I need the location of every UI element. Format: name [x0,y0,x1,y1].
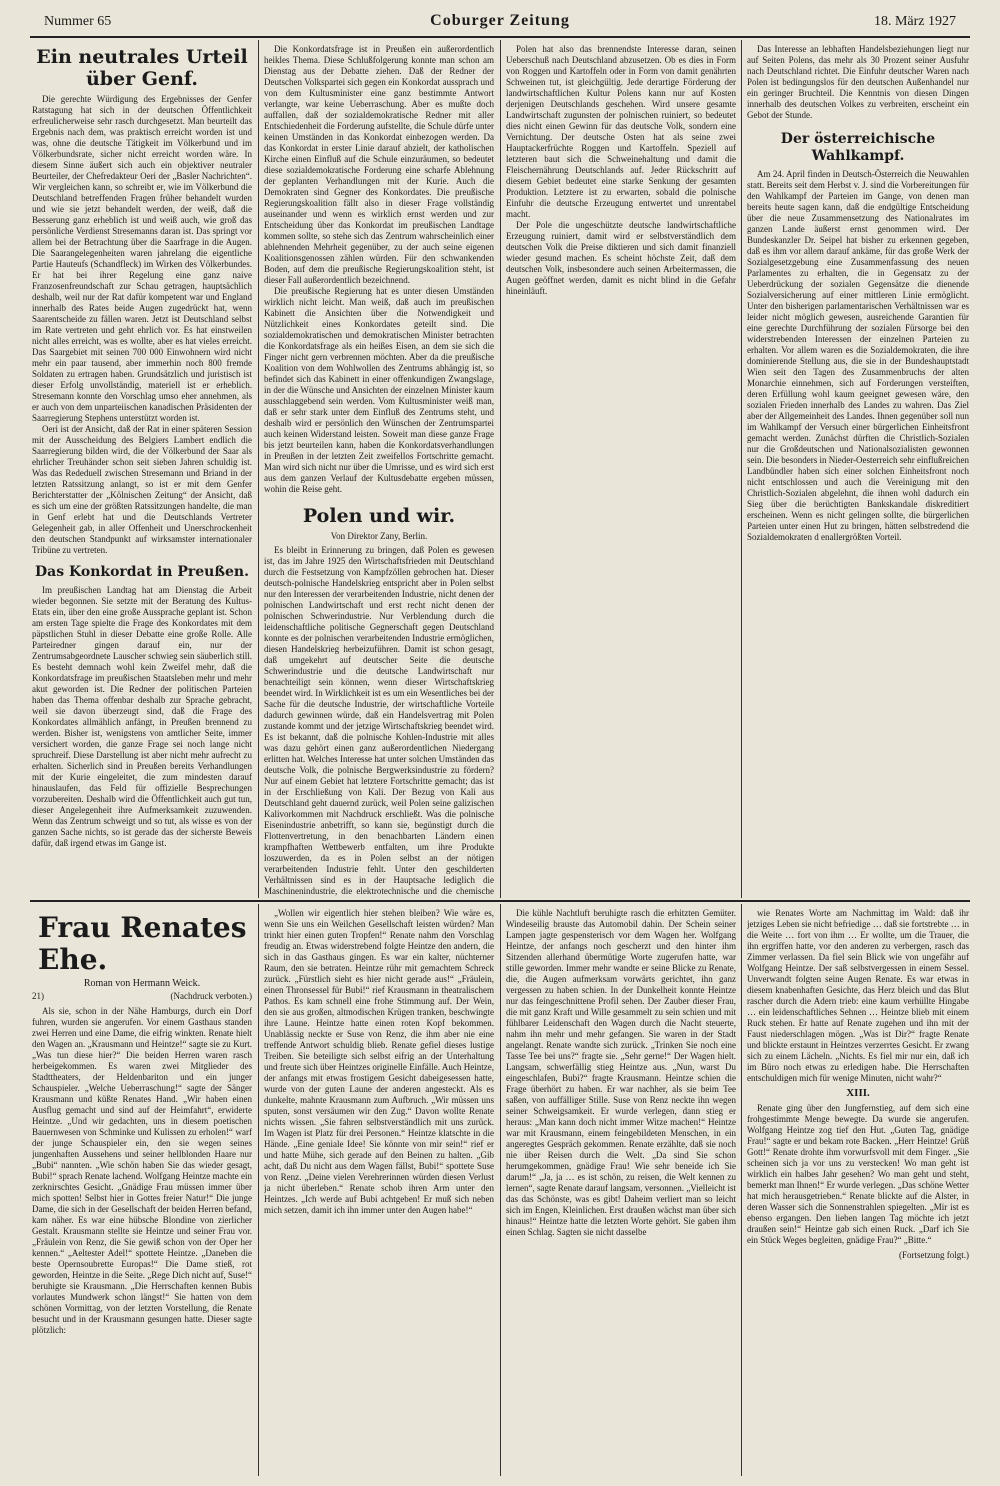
column-rule [500,904,501,1476]
headline-konkordat: Das Konkordat in Preußen. [35,564,249,580]
novel-meta [32,991,252,1002]
headline-polen: Polen und wir. [302,505,456,527]
novel-column-4 [747,908,969,1474]
novel-column-1 [32,908,252,1474]
issue-date: 18. März 1927 [873,14,956,29]
chapter-number: XIII. [846,1087,870,1099]
column-rule [741,40,742,898]
article-paragraph: Es bleibt in Erinnerung zu bringen, daß Polen es gewesen ist, das im Jahre 1925 den Wirtschaftsfrieden mit Deutschland durch die Festsetzung von Kampfzöllen gebrochen hat. Dieser deutsch-polnische Handelskrieg entspricht aber in Polen selbst nur den Interessen der verarbeitenden Industrie, nicht denen der polnischen Landwirtschaft und erst recht nicht denen der polnischen Schwerindustrie. Nur Verblendung durch die leidenschaftliche politische Gegnerschaft gegen Deutschland konnte es der polnischen verarbeitenden Industrie ermöglichen, diesen Handelskrieg herbeizuführen. Damit ist schon gesagt, daß umgekehrt auf deutscher Seite die deutsche Schwerindustrie und die deutsche Landwirtschaft nur benachteiligt sein können, wenn dieser Wirtschaftskrieg beendet wird. In Wirklichkeit ist es um ein Wesentliches bei der Sache für die deutsche Industrie, der wirtschaftliche Vorteile dadurch gewinnen würde, daß ein Handelsvertrag mit Polen zustande kommt und der jetzige Wirtschaftskrieg beendet wird. Es ist bekannt, daß die polnische Kohlen-Industrie mit alles was dazu gehört einen ganz außerordentlichen Niedergang erlitten hat. Welches Interesse hat unter solchen Umständen das deutsche Volk, die polnische Bergwerksindustrie zu fördern? Nur auf einem Gebiet hat letztere Fortschritte gemacht; das ist in der Erschließung von Kali. Der Bezug von Kali aus Deutschland geht dauernd zurück, weil Polen seine galizischen Kalivorkommen mit Nachdruck erschließt. Was die polnische Eisenindustrie anbetrifft, so kann sie, begünstigt durch die Flottenvertretung, in den benachbarten Ländern einen krampfhaften Wettbewerb entfalten, um ihre Produkte loszuwerden, da es in Polen selbst an der nötigen verarbeitenden Industrie fehlt. Unter den geschilderten Verhältnissen sind es in der Hauptsache lediglich die Maschinenindustrie, die elektrotechnische und die chemische [264,545,494,896]
column-1 [32,44,252,896]
novel-title: Frau Renates Ehe. [38,911,247,976]
novel-text: Als sie, schon in der Nähe Hamburgs, durch ein Dorf fuhren, wurden sie angerufen. Vor einem Gasthaus standen zwei Herren und eine Dame, die eifrig winkten. Renate hielt den Wagen an. „Krausmann und Heintze!“ sagte sie zu Kurt. „Was tun diese hier?“ Die beiden Herren waren rasch herbeigekommen. Es waren zwei Mitglieder des Stadttheaters, der Heldenbariton und ein junger Schauspieler. „Welche Ueberraschung!“ sagte der Sänger Krausmann und küßte Renates Hand. „Wir haben einen Ausflug gemacht und sind auf der Heimfahrt“, erwiderte Heintze. „Und wir gedachten, uns in diesem poetischen Bauernwesen von Schminke und Kulissen zu erholen!“ warf der junge Schauspieler ein, den sie wegen seines jungenhaften Aussehens und seiner hellblonden Haare nur „Bubi“ nannten. „Wie schön haben Sie das wieder gesagt, Bubi!“ sprach Renate lachend. Wolfgang Heintze machte ein zerknirschtes Gesicht. „Gnädige Frau müssen immer über mich spotten! Selbst hier in Gottes freier Natur!“ Die junge Dame, die sich in der Gesellschaft der beiden Herren befand, kam näher. Es war eine hübsche Blondine von zierlicher Gestalt. Krausmann stellte sie Heintze und seiner Frau vor. „Fräulein von Renz, die Sie gewiß schon von der Oper her kennen.“ „Aeltester Adel!“ spottete Heintze. „Daneben die beste Opernsoubrette Europas!“ Die Dame stieß, rot geworden, Heintze in die Seite. „Rege Dich nicht auf, Suse!“ beruhigte sie Krausmann. „Die Herrschaften kennen Bubis vorlautes Mundwerk schon längst!“ Sie hatten von dem schönen Vormittag, von der letzten Vorstellung, die Renate besucht und in der Krausmann gesungen hatte. Dieser sagte plötzlich: [32,1006,252,1335]
article-paragraph: Die gerechte Würdigung des Ergebnisses der Genfer Ratstagung hat sich in der deutschen Öffentlichkeit erfreulicherweise sehr rasch durchgesetzt. Man beurteilt das Ergebnis nach dem, was praktisch erreicht worden ist und was, ohne die deutsche Tätigkeit im Völkerbund und im Völkerbundsrate, sicher nicht erreicht worden wäre. In diesem Sinne äußert sich auch ein objektiver neutraler Beurteiler, der Chefredakteur Oeri der „Basler Nachrichten“. Wir vergleichen kann, so schreibt er, wie im Völkerbund die Deutschland betreffenden Fragen früher behandelt wurden und wie sie jetzt behandelt werden, der weiß, daß die Besserung ganz erheblich ist und weiß auch, wie groß das persönliche Verdienst Stresemanns daran ist. Das springt vor allem bei der Betrachtung über die Saarfrage in die Augen. Die Saarangelegenheiten waren jahrelang die eigentliche Partie Hauteufs (Schandfleck) im Wirken des Völkerbundes. Er hat bei ihrer Regelung eine ganz naive Franzosenfreundschaft zur Schau getragen, hauptsächlich deshalb, weil nur der Rat dafür kompetent war und England innerhalb des Rates beide Augen zugedrückt hat, wenn Saarentscheide zu fällen waren. Jetzt ist Deutschland selbst im Rate vertreten und geht ehrlich vor. Es hat einstweilen nicht alles erreicht, was es wollte, aber es hat vieles erreicht. Das Saargebiet mit seinen 700 000 Einwohnern wird nicht mehr ein paar tausend, aber immerhin noch 800 fremde Soldaten zu ertragen haben. Grundsätzlich und juristisch ist dieser Erfolg unvollständig, materiell ist er erheblich. Stresemann konnte den Vorschlag umso eher annehmen, als er auch von dem unparteiischen kanadischen Präsidenten der Saarregierung Stephens unterstützt worden ist. [32,94,252,423]
article-paragraph: Im preußischen Landtag hat am Dienstag die Arbeit wieder begonnen. Sie setzte mit der Beratung des Kultus-Etats ein, über den eine große Aussprache geplant ist. Schon am ersten Tage spielte die Frage des Konkordates mit dem päpstlichen Stuhl in dieser Debatte eine große Rolle. Alle Parteiredner gingen darauf ein, nur der Zentrumsabgeordnete Lauscher schwieg sein säuberlich still. Es besteht demnach wohl kein Zweifel mehr, daß die Konkordatsfrage im preußischen Staatsleben mehr und mehr akut geworden ist. Die Redner der politischen Parteien haben das Thema offenbar deshalb zur Sprache gebracht, weil sie davon überzeugt sind, daß die Frage des Konkordates allmählich anfängt, in Preußen brennend zu werden. Bisher ist, wenigstens von amtlicher Seite, immer versichert worden, die ganze Frage sei noch lange nicht spruchreif. Diese Darstellung ist aber nicht mehr aufrecht zu erhalten. Sicherlich sind in Preußen bereits Verhandlungen mit der Kurie eingeleitet, die zum mindesten darauf hinauslaufen, das Feld für offizielle Besprechungen vorzubereiten. Deshalb wird die Öffentlichkeit auch gut tun, dieser Angelegenheit ihre Aufmerksamkeit zuzuwenden. Wenn das Zentrum schweigt und so tut, als wisse es von der ganzen Sache nichts, so ist gerade das der sicherste Beweis dafür, daß irgend etwas im Gange ist. [32,585,252,848]
article-paragraph: Am 24. April finden in Deutsch-Österreich die Neuwahlen statt. Bereits seit dem Herbst v. J. sind die Vorbereitungen für den Wahlkampf der Parteien im Gange, von denen man bereits heute sagen kann, daß die endgültige Entscheidung über die neue Zusammensetzung des Nationalrates im ganzen Lande äußerst ernst genommen wird. Der Bundeskanzler Dr. Seipel hat bisher zu erkennen gegeben, daß es ihm vor allem darauf ankäme, für das große Werk der Sozialgesetzgebung eine Zusammenfassung des neuen Parlamentes zu erhalten, die in Gegensatz zu der Ueberdrückung der sozialen Gegensätze die dienende Sozialversicherung auf einer mittleren Linie ermöglicht. Unter den bisherigen parlamentarischen Verhältnissen war es leider nicht möglich gewesen, ausreichende Garantien für eine gerechte Durchführung der sozialen Fürsorge bei den widerstrebenden Interessen der einzelnen Parteien zu erhalten. Vor allem waren es die Sozialdemokraten, die ihre dominierende Stellung aus, die sie in der Bundeshauptstadt Wien seit den Tagen des Zusammenbruchs der alten Monarchie einnehmen, sich auf Forderungen versteiften, deren Erfüllung wohl kaum geeignet gewesen wäre, den sozialen Frieden innerhalb des Landes zu wahren. Das Ziel aber der Allgemeinheit des Landes. Ihnen gegenüber soll nun im Wahlkampf der Versuch einer bürgerlichen Einheitsfront gemacht werden. Zunächst dürften die Christlich-Sozialen nur die Großdeutschen und Nationalsozialisten gewonnen sein. Die besonders in Nieder-Oesterreich sehr einflußreichen Landbündler haben sich einer solchen Einheitsfront noch nicht entschlossen und auch die Vereinigung mit den Christlich-Sozialen abgelehnt, die ihnen wohl dadurch ein Sieg über die berüchtigten Bankskandale diskreditiert erscheinen. Wenn es nicht gelingen sollte, die bürgerlichen Parteien unter einen Hut zu bringen, hätten selbstredend die Sozialdemokraten d enallergrößten Vorteil. [747,169,969,542]
column-rule [258,40,259,898]
column-rule [258,904,259,1476]
column-rule [741,904,742,1476]
column-3 [506,44,736,896]
article-paragraph: Der Pole die ungeschützte deutsche landwirtschaftliche Erzeugung ruiniert, damit wird er selbstverständlich dem deutschen Volk die Preise diktieren und sich damit finanziell wieder gesund machen. Es scheint höchste Zeit, daß dem deutschen Volk, insbesondere auch seinen Arbeitermassen, die Augen geöffnet werden, damit es nicht blind in die Gefahr hineinläuft. [506,220,736,296]
reprint-note: (Nachdruck verboten.) [170,991,252,1001]
novel-column-2 [264,908,494,1474]
article-paragraph: Das Interesse an lebhaften Handelsbeziehungen liegt nur auf Seiten Polens, das mehr als 30 Prozent seiner Ausfuhr nach Deutschland richtet. Die Einfuhr deutscher Waren nach Polen ist bedingungslos für den deutschen Außenhandel nur ein geringer Bruchteil. Die Kenntnis von diesen Dingen innerhalb des deutschen Volkes zu verbreiten, erscheint ein Gebot der Stunde. [747,44,969,120]
byline-polen: Von Direktor Zany, Berlin. [330,531,428,541]
novel-text: Die kühle Nachtluft beruhigte rasch die erhitzten Gemüter. Windeseilig brauste das Automobil dahin. Der Schein seiner Lampen jagte gespensterisch vor dem Wagen her. Wolfgang Heintze, der anfangs noch gescherzt und den hinter ihm Sitzenden allerhand übermütige Worte zugerufen hatte, war stille geworden. Immer mehr wandte er seine Blicke zu Renate, die, die Augen aufmerksam vorwärts gerichtet, ihn ganz vergessen zu haben schien. In der Dunkelheit konnte Heintze nur das feingeschnittene Profil sehen. Der Zauber dieser Frau, die mit ganz Kraft und Wille gesammelt zu sein schien und mit fühlbarer Leidenschaft den Wagen durch die Nacht steuerte, nahm ihn mehr und mehr gefangen. Sie waren in der Stadt angelangt. Renate wandte sich zurück. „Trinken Sie noch eine Tasse Tee bei uns?“ fragte sie. „Sehr gerne!“ Der Wagen hielt. Langsam, schwerfällig stieg Heintze aus. „Nun, warst Du eingeschlafen, Bubi?“ fragte Krausmann. Heintze schien die Frage überhört zu haben. Er war nachher, als sie beim Tee saßen, von auffälliger Stille. Suse von Renz neckte ihn wegen seiner Schweigsamkeit. Er wurde verlegen, dann stieg er heraus: „Man kann doch nicht immer Witze machen!“ Heintze war mit Krausmann, einem feingebildeten Menschen, in ein angeregtes Gespräch gekommen. Renate erzählte, daß sie noch nie über Reisen durch die Welt. „Da sind Sie schon herumgekommen, gnädige Frau! Wie sehr beneide ich Sie darum!“ „Ja, ja … es ist schön, zu reisen, die Welt kennen zu lernen“, sagte Renate darauf langsam, versonnen. „Vielleicht ist das das Schönste, was es gibt! Daheim verliert man so leicht sich im Engen, Kleinlichen. Erst draußen wächst man über sich hinaus!“ Heintze hatte die letzten Worte gehört. Sie gaben ihm einen Schlag. Sagten sie nicht dasselbe [506,908,736,1237]
novel-text: „Wollen wir eigentlich hier stehen bleiben? Wie wäre es, wenn Sie uns ein Weilchen Gesellschaft leisten würden? Man trinkt hier einen guten Tropfen!“ Renate nahm den Vorschlag freudig an. Etwas widerstrebend folgte Heintze den andern, die sich in das Gasthaus gingen. Es war ein kalter, nüchterner Raum, den sie betraten. Heintze rühr mit gemachtem Schreck zurück. „Fürstlich sieht es hier nicht gerade aus!“ „Fräulein, einen Thronsessel für Bubi!“ rief Krausmann in theatralischem Pathos. Es kam schnell eine frohe Stimmung auf. Der Wein, den sie aus großen, altmodischen Krügen tranken, beschwingte ihre Laune. Heintze hatte einen roten Kopf bekommen. Unablässig neckte er Suse von Renz, die ihm aber nie eine treffende Antwort schuldig blieb. Renate gefiel dieses lustige Treiben. Sie beteiligte sich selbst eifrig an der Unterhaltung und freute sich über Heintzes originelle Einfälle. Auch Heintze, der anfangs mit etwas frostigem Gesicht dabeigesessen hatte, wurde von der guten Laune der anderen angesteckt. Als es dunkelte, mahnte Krausmann zum Aufbruch. „Wir müssen uns sputen, sonst versäumen wir den Zug.“ Davon wollte Renate nichts wissen. „Sie fahren selbstverständlich mit uns zurück. Im Wagen ist Platz für drei Personen.“ Heintze klatschte in die Hände. „Eine geniale Idee! Sie könnte von mir sein!“ rief er und hatte Mühe, sich gerade auf den Beinen zu halten. „Gib acht, daß Du nicht aus dem Wagen fällst, Bubi!“ spottete Suse von Renz. „Deine vielen Verehrerinnen würden diesen Verlust ja nicht überleben.“ Renate schob ihren Arm unter den Heintzes. „Ich werde auf Bubi achtgeben! Er muß sich neben mich setzen, damit ich ihn immer unter den Augen habe!“ [264,908,494,1215]
headline-wahlkampf: Der österreichische Wahlkampf. [780,131,936,164]
column-rule [500,40,501,898]
novel-text: wie Renates Worte am Nachmittag im Wald: daß ihr jetziges Leben sie nicht befriedige … daß sie fortstrebte … in die Weite … fort von ihm … Er wollte, um die Trauer, die ihn ergriffen hatte, vor den anderen zu verbergen, rasch das Zimmer verlassen. Da fiel sein Blick wie von ungefähr auf Wolfgang Heintze. Der saß selbstvergessen in einem Sessel. Unverwandt folgten seine Augen Renate. Es war etwas in diesem knabenhaften Gesichte, das Herz bleich und das Blut rascher durch die Adern trieb: eine kaum verhüllte Hingabe … ein leidenschaftliches Sehnen … Heintze blieb mit einem Ruck stehen. Er hatte auf Renate zugehen und ihn mit der Faust niederschlagen mögen. „Was ist Dir?“ fragte Renate und blickte erstaunt in Heintzes verzerrtes Gesicht. Er zwang sich zu einem Lächeln. „Nichts. Es fiel mir nur ein, daß ich im Büro noch etwas zu erledigen habe. Die Herrschaften entschuldigen mich für wenige Minuten, nicht wahr?“ [747,908,969,1083]
novel-author: Roman von Hermann Weick. [83,978,201,989]
article-paragraph: Die preußische Regierung hat es unter diesen Umständen wirklich nicht leicht. Man weiß, daß auch im preußischen Kabinett die Ansichten über die Notwendigkeit und Nützlichkeit eines Konkordates geteilt sind. Die sozialdemokratischen und demokratischen Minister betrachten die Konkordatsfrage als ein heißes Eisen, an dem sie sich die Finger nicht gern verbrennen möchten. Aber da die preußische Koalition von dem Wohlwollen des Zentrums abhängig ist, so befindet sich das Kabinett in einer offenkundigen Zwangslage, in der die Wünsche und Ansichten der einzelnen Minister kaum ausschlaggebend sein werden. Vom Kultusminister weiß man, daß er sehr stark unter dem Einfluß des Zentrums steht, und deshalb wird er persönlich den Wünschen der Zentrumspartei auch keinen Widerstand leisten. Soweit man diese ganze Frage bis jetzt beurteilen kann, haben die Konkordatsverhandlungen in Preußen in der letzten Zeit zweifellos Fortschritte gemacht. Man wird sich nicht nur über die Umrisse, und es wird sich erst aus dem ganzen Verlauf der Kultusdebatte ergeben müssen, wohin die Reise geht. [264,286,494,494]
installment-number: 21) [32,991,44,1001]
column-4 [747,44,969,896]
continuation-note: (Fortsetzung folgt.) [899,1250,969,1260]
novel-text: Renate ging über den Jungfernstieg, auf dem sich eine frohgestimmte Menge bewegte. Da wurde sie angerufen. Wolfgang Heintze zog tief den Hut. „Guten Tag, gnädige Frau!“ sagte er und bekam rote Backen. „Herr Heintze! Grüß Gott!“ Renate drohte ihm vorwurfsvoll mit dem Finger. „Sie scheinen sich ja vor uns zu verstecken! Wo man geht ist wirklich ein halbes Jahr gesehen? Wo man geht und steht, bemerkt man Ihnen!“ Er wurde verlegen. „Das schöne Wetter hat mich herausgetrieben.“ Renate blickte auf die Alster, in deren Wasser sich die Sonnenstrahlen spiegelten. „Mir ist es ebenso ergangen. Den lieben langen Tag möchte ich jetzt draußen sein!“ Heintze gab sich einen Ruck. „Darf ich Sie ein Stück Weges begleiten, gnädige Frau?“ „Bitte.“ [747,1103,969,1245]
headline-genf: Ein neutrales Urteil über Genf. [36,46,248,90]
article-paragraph: Polen hat also das brennendste Interesse daran, seinen Ueberschuß nach Deutschland abzusetzen. Ob es dies in Form von Roggen und Kartoffeln oder in Form von damit genährten Schweinen tut, ist gleichgültig. Jede derartige Förderung der landwirtschaftlichen Kultur Polens kann nur auf Kosten derjenigen Deutschlands geschehen. Wird unsere gesamte Landwirtschaft zugunsten der polnischen ruiniert, so bedeutet dies nicht einen Gewinn für das deutsche Volk, sondern eine Vernichtung. Der deutsche Osten hat als seine zwei Hauptackerfrüchte Roggen und Kartoffeln. Speziell auf letzteren baut sich die Schweinehaltung und damit die Fleischernährung Deutschlands auf. Jeder Rückschritt auf diesem Gebiet bedeutet eine starke Senkung der gesamten Produktion. Letztere ist zu erwarten, sobald die polnische Einfuhr die deutsche Erzeugung entwertet und unrentabel macht. [506,44,736,219]
novel-column-3 [506,908,736,1474]
issue-number: Nummer 65 [44,14,112,29]
feuilleton-divider [30,900,970,902]
article-paragraph: Die Konkordatsfrage ist in Preußen ein außerordentlich heikles Thema. Diese Schlußfolgerung konnte man schon am Dienstag aus der Debatte ziehen. Daß der Redner der Deutschen Volkspartei sich gegen ein Konkordat aussprach und von dem Kultusminister eine ganz bestimmte Antwort verlangte, war keine Ueberraschung. Aber es mußte doch auffallen, daß der sozialdemokratische Redner mit aller Entschiedenheit die Forderung aufstellte, die Schule dürfe unter keinen Umständen in das Konkordat einbezogen werden. Da das Konkordat in erster Linie darauf abzielt, der katholischen Kirche einen Einfluß auf die Schule einzuräumen, so bedeutet diese sozialdemokratische Forderung eine scharfe Ablehnung der geplanten Verhandlungen mit der Kurie. Auch die Demokraten sind Gegner des Konkordates. Die preußische Regierungskoalition fällt also in dieser Frage vollständig auseinander und wenn es wirklich ernst werden und zur Entscheidung über das Konkordat im preußischen Landtage kommen sollte, so stehe sich das Zentrum wahrscheinlich einer ablehnenden Mehrheit gegenüber, zu der auch seine eigenen Koalitionsgenossen zählen würden. Für den schwankenden Boden, auf dem die preußische Regierungskoalition steht, ist dieser Fall außerordentlich bezeichnend. [264,44,494,285]
masthead [30,12,970,38]
article-paragraph: Oeri ist der Ansicht, daß der Rat in einer späteren Session mit der Ausscheidung des Belgiers Lambert endlich die Saarregierung bilden wird, die der Völkerbund der Saar als ehrlicher Treuhänder schon seit sieben Jahren schuldig ist. Was das Rededuell zwischen Stresemann und Briand in der letzten Ratssitzung anlangt, so ist er mit dem Genfer Berichterstatter der „Kölnischen Zeitung“ der Ansicht, daß es sich um eine der größten Ratssitzungen handelte, die man in Genf erlebt hat und die Deutschlands Vertreter Gelegenheit gab, in aller Offenheit und Unerschrockenheit den deutschen Standpunkt auf wirksamster internationaler Tribüne zu vertreten. [32,424,252,555]
paper-name: Coburger Zeitung [430,12,570,29]
column-2 [264,44,494,896]
